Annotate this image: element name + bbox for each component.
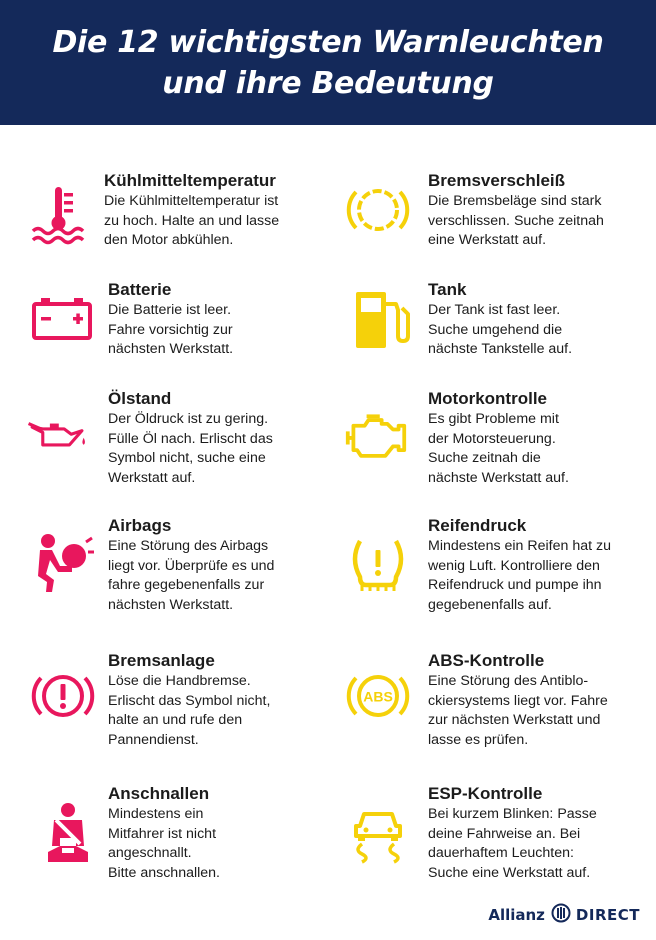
warning-item-airbag (108, 516, 313, 615)
esp-icon (346, 800, 410, 864)
header-banner (0, 0, 656, 125)
page-title-line-2: und ihre Bedeutung (162, 65, 494, 101)
warning-item-tire-pressure (428, 516, 633, 615)
warning-title: Batterie (108, 280, 172, 299)
warning-title: Airbags (108, 516, 172, 535)
warning-description: Eine Störung des Airbags liegt vor. Überprüfe es und fahre gegebenenfalls zur nächsten Werkstatt. (108, 538, 275, 613)
warning-description: Die Batterie ist leer. Fahre vorsichtig zur nächsten Werkstatt. (108, 302, 234, 358)
warning-title: ESP-Kontrolle (428, 784, 543, 803)
warning-item-abs (428, 651, 633, 750)
warning-description: Bei kurzem Blinken: Passe deine Fahrweise an. Bei dauerhaftem Leuchten: Suche eine Werkstatt auf. (428, 806, 597, 881)
oil-can-icon (25, 404, 89, 468)
warning-item-seatbelt (108, 784, 313, 883)
warning-title: Motorkontrolle (428, 389, 547, 408)
fuel-pump-icon (348, 288, 412, 352)
warning-title: ABS-Kontrolle (428, 651, 545, 670)
warning-title: Bremsanlage (108, 651, 215, 670)
warning-description: Die Bremsbeläge sind stark verschlissen. Suche zeitnah eine Werkstatt auf. (428, 193, 604, 249)
warning-description: Es gibt Probleme mit der Motorsteuerung. Suche zeitnah die nächste Werkstatt auf. (428, 411, 569, 486)
airbag-icon (30, 532, 94, 596)
abs-label: ABS (363, 688, 393, 705)
warning-item-coolant (104, 171, 309, 251)
warning-item-oil (108, 389, 313, 488)
battery-icon (31, 290, 95, 354)
warning-description: Mindestens ein Mitfahrer ist nicht angeschnallt. Bitte anschnallen. (108, 806, 220, 881)
warning-description: Mindestens ein Reifen hat zu wenig Luft. Kontrolliere den Reifendruck und pumpe ihn gegebenenfalls auf. (428, 538, 611, 613)
allianz-eagle-icon (551, 903, 571, 927)
coolant-temperature-icon (27, 183, 91, 247)
warning-item-brakes (108, 651, 313, 750)
tire-pressure-icon (346, 533, 410, 597)
warning-item-fuel (428, 280, 633, 360)
warning-title: Reifendruck (428, 516, 527, 535)
brand-name-direct: DIRECT (575, 906, 640, 924)
brake-system-icon (31, 664, 95, 728)
abs-icon (346, 664, 410, 728)
warning-title: Anschnallen (108, 784, 210, 803)
warning-description: Eine Störung des Antiblo- ckiersystems liegt vor. Fahre zur nächsten Werkstatt und lasse es prüfen. (428, 673, 608, 748)
warning-item-esp (428, 784, 633, 883)
brand-logo (488, 903, 640, 927)
warning-title: Kühlmitteltemperatur (104, 171, 276, 190)
brand-name-allianz: Allianz (488, 906, 545, 924)
warning-description: Der Öldruck ist zu gering. Fülle Öl nach. Erlischt das Symbol nicht, suche eine Werkstatt auf. (108, 411, 273, 486)
seatbelt-icon (36, 802, 100, 866)
warning-item-engine (428, 389, 633, 488)
warning-description: Löse die Handbremse. Erlischt das Symbol nicht, halte an und rufe den Pannendienst. (108, 673, 271, 748)
engine-check-icon (344, 405, 408, 469)
warning-title: Ölstand (108, 389, 172, 408)
brake-wear-icon (346, 178, 410, 242)
warning-description: Die Kühlmitteltemperatur ist zu hoch. Halte an und lasse den Motor abkühlen. (104, 193, 280, 249)
warning-title: Bremsverschleiß (428, 171, 566, 190)
warning-title: Tank (428, 280, 467, 299)
warning-item-brake-wear (428, 171, 633, 251)
warning-description: Der Tank ist fast leer. Suche umgehend die nächste Tankstelle auf. (428, 302, 573, 358)
page-title-line-1: Die 12 wichtigsten Warnleuchten (52, 24, 604, 60)
warning-item-battery (108, 280, 313, 360)
